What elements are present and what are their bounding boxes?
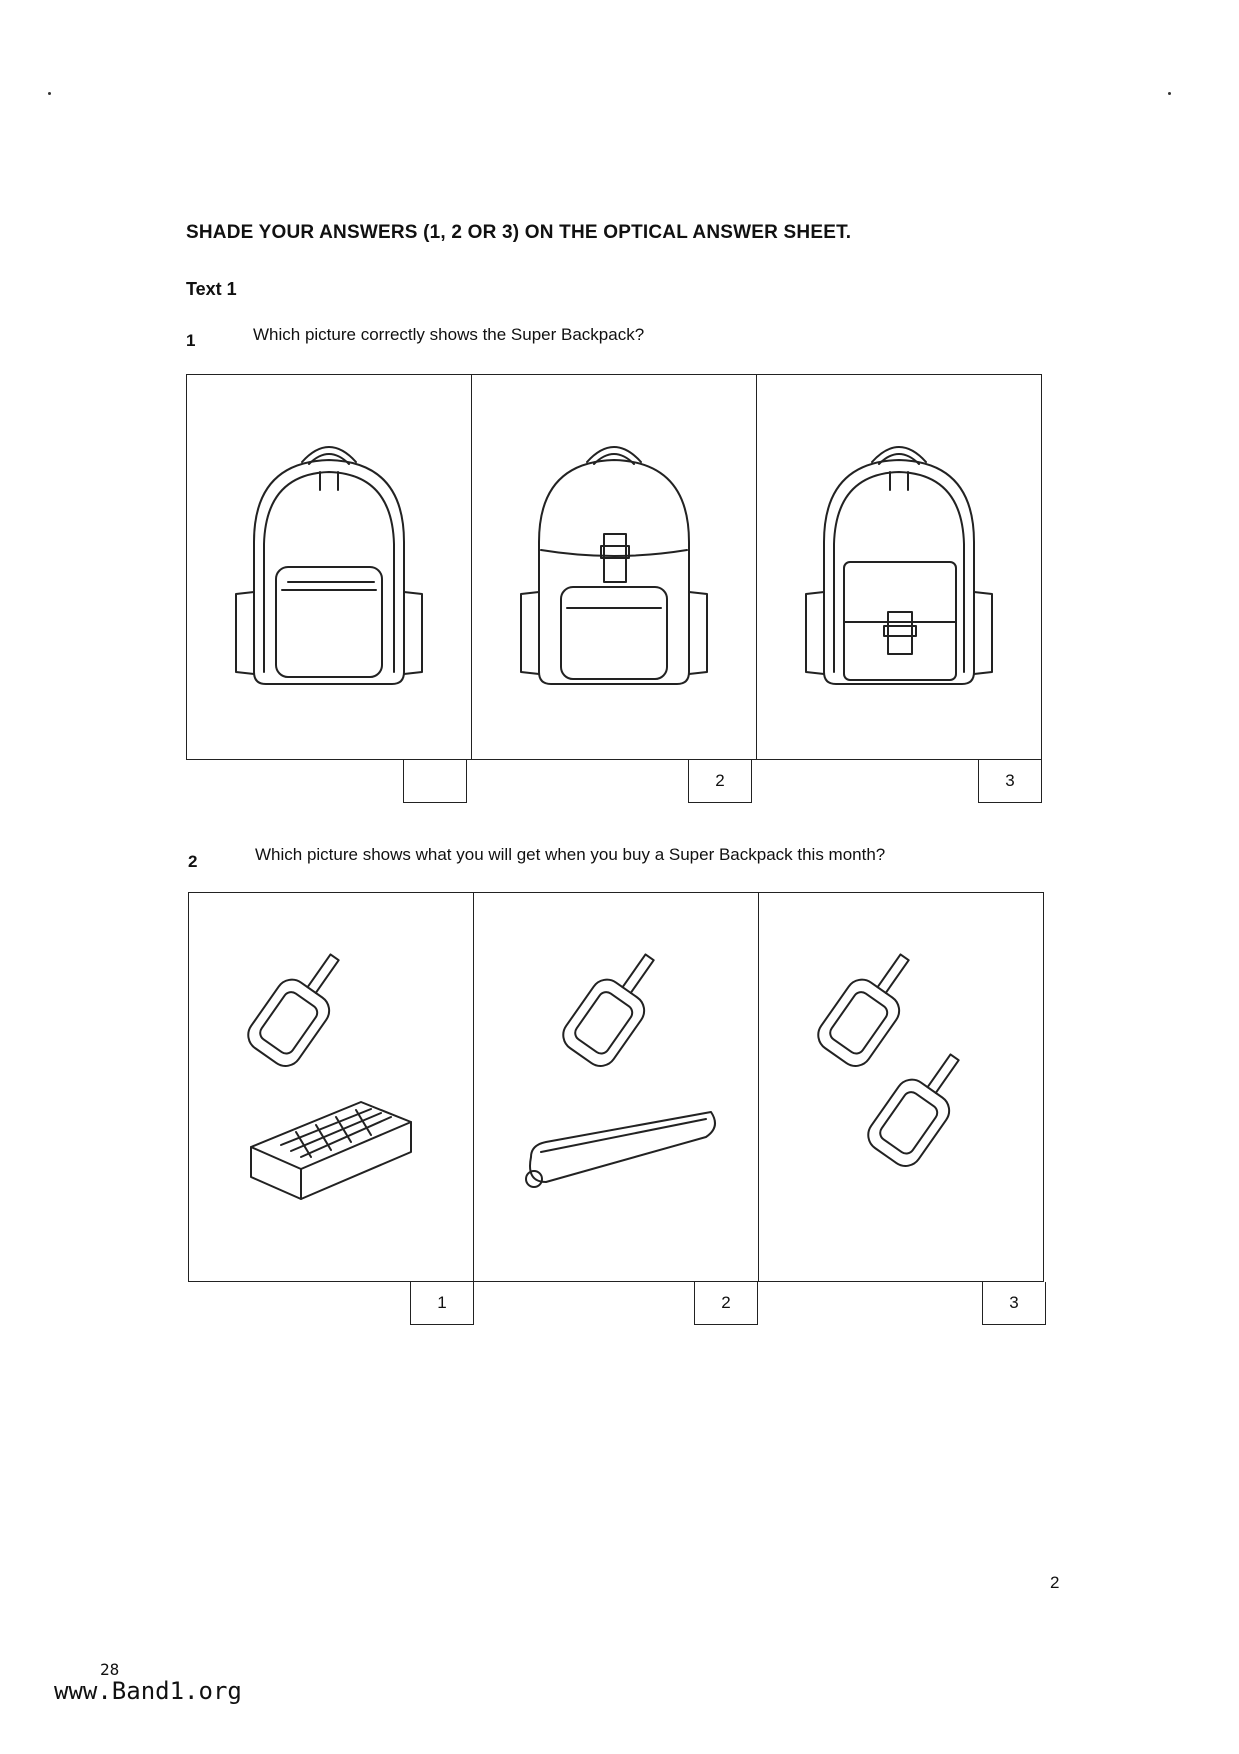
q2-option-1-number: 1 [410,1282,474,1325]
luggage-tag-and-pencil-case-icon [506,937,726,1237]
backpack-zip-pocket-icon [224,422,434,712]
luggage-tag-and-pencil-box-icon [221,937,441,1237]
footer-url: www.Band1.org [54,1677,242,1705]
q1-option-2[interactable] [472,375,757,759]
question-2-number: 2 [188,852,198,871]
q1-option-1[interactable] [187,375,472,759]
q1-option-1-number [403,760,467,803]
question-2-text: Which picture shows what you will get when you buy a Super Backpack this month? [255,845,886,864]
scan-speck [1168,92,1171,95]
instruction-heading: SHADE YOUR ANSWERS (1, 2 OR 3) ON THE OPTICAL ANSWER SHEET. [186,222,852,243]
question-1-text: Which picture correctly shows the Super Backpack? [253,325,645,344]
q2-option-2[interactable] [474,893,759,1281]
q2-option-2-number: 2 [694,1282,758,1325]
question-1-options [186,374,1042,760]
question-1-number: 1 [186,331,196,350]
q2-option-3-number: 3 [982,1282,1046,1325]
footer-page-number: 28 [100,1660,120,1679]
page-number: 2 [1050,1573,1060,1592]
q2-option-3[interactable] [759,893,1043,1281]
scan-speck [48,92,51,95]
backpack-buckle-flap-icon [794,422,1004,712]
q1-option-3[interactable] [757,375,1041,759]
q1-option-2-number: 2 [688,760,752,803]
question-2-options [188,892,1044,1282]
two-luggage-tags-icon [791,937,1011,1237]
q1-option-3-number: 3 [978,760,1042,803]
backpack-buckle-strap-icon [509,422,719,712]
q2-option-1[interactable] [189,893,474,1281]
section-label: Text 1 [186,279,237,299]
